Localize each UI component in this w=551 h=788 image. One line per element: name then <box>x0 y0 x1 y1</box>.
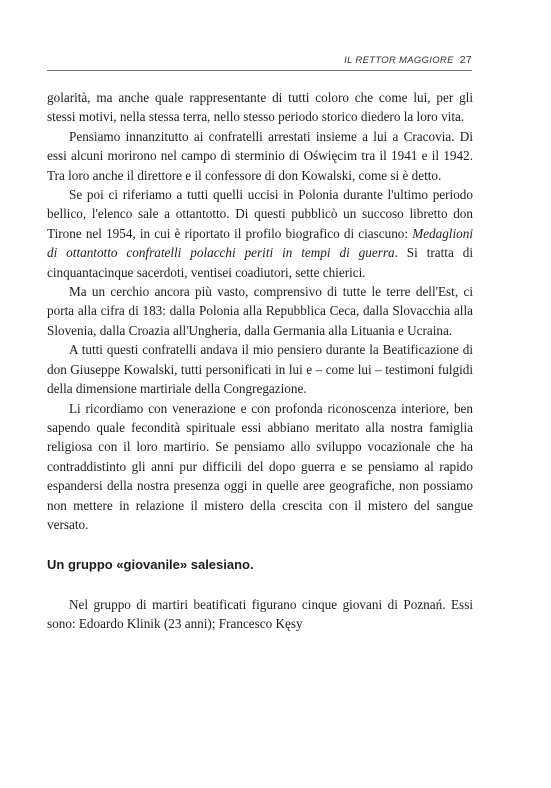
paragraph-with-title <box>47 185 473 282</box>
page-number: 27 <box>459 54 472 66</box>
book-title: Medaglioni di ottantotto confratelli polacchi periti in tempi di guerra <box>47 225 473 261</box>
paragraph: Pensiamo innanzitutto ai confratelli arrestati insieme a lui a Cracovia. Di essi alcuni morirono nel campo di sterminio di Oświęcim tra il 1941 e il 1942. Tra loro anche il direttore e il confessore di don Kowalski, come si è detto. <box>47 128 473 183</box>
body-text <box>47 88 473 634</box>
paragraph: A tutti questi confratelli andava il mio pensiero durante la Beatificazione di don Giuseppe Kowalski, tutti personificati in lui e – come lui – testimoni fulgidi della dimensione martiriale della Congregazione. <box>47 342 473 397</box>
paragraph-text: . Si tratta di cinquantacinque sacerdoti, ventisei coadiutori, sette chierici. <box>47 245 473 280</box>
running-title: IL RETTOR MAGGIORE <box>344 55 454 66</box>
paragraph: Li ricordiamo con venerazione e con profonda riconoscenza interiore, ben sapendo quale fecondità spirituale essi abbiano meritato alla nostra famiglia religiosa con il loro martirio. Se pensiamo allo sviluppo vocazionale che ha contraddistinto gli anni pur difficili del dopo guerra e se pensiamo al rapido espandersi della nostra presenza oggi in quelle aree geografiche, non possiamo non mettere in relazione il mistero della crescita con il mistero del sangue versato. <box>47 400 473 532</box>
paragraph-text: Se poi ci riferiamo a tutti quelli uccisi in Polonia durante l'ultimo periodo bellico, l'elenco sale a ottantotto. Di questi pubblicò un succoso libretto don Tirone nel 1954, in cui è riportato il profilo biografico di ciascuno: <box>47 187 473 241</box>
paragraph: Nel gruppo di martiri beatificati figurano cinque giovani di Poznań. Essi sono: Edoardo Klinik (23 anni); Francesco Kęsy <box>47 596 473 632</box>
section-heading: Un gruppo «giovanile» salesiano. <box>47 557 254 573</box>
header-rule <box>47 70 472 71</box>
paragraph: Ma un cerchio ancora più vasto, comprensivo di tutte le terre dell'Est, ci porta alla cifra di 183: dalla Polonia alla Repubblica Ceca, dalla Slovacchia alla Slovenia, dalla Croazia all'Ungheria, dalla Germania alla Lituania e Ucraina. <box>47 284 473 338</box>
paragraph-continuation: golarità, ma anche quale rappresentante di tutti coloro che come lui, per gli stessi motivi, nella stessa terra, nello stesso periodo storico diedero la loro vita. <box>47 90 473 125</box>
running-header <box>47 54 472 66</box>
